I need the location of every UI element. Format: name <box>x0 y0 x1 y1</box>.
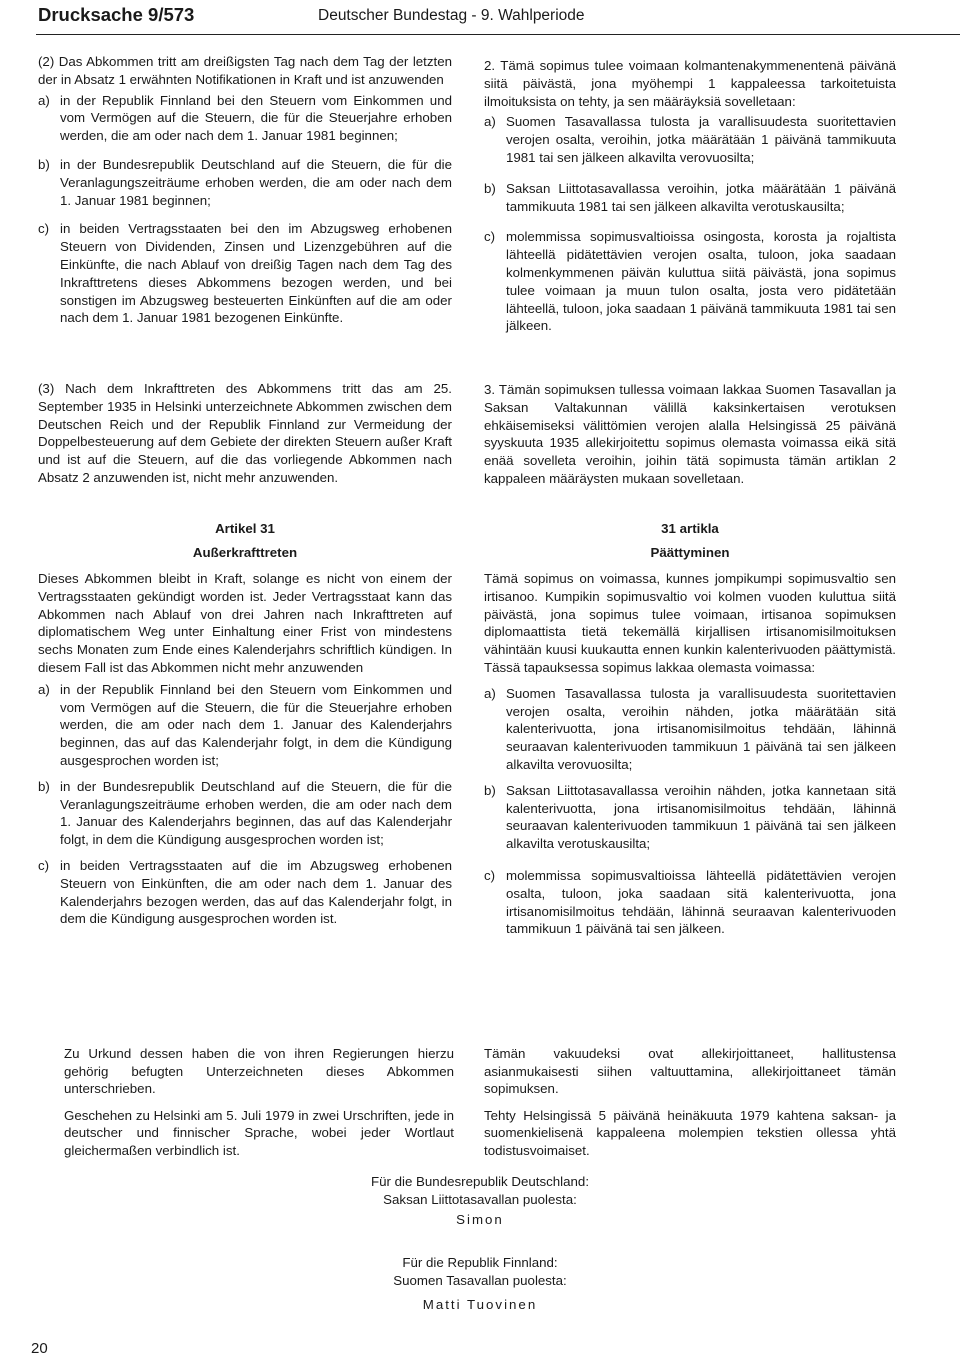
german-art31-item-a: a) in der Republik Finnland bei den Steuern vom Einkommen und vom Vermögen auf die Steuern, die für die Steuerjahre erhoben werden, die am oder nach dem 1. Januar des Kalenderjahrs beginnen, das auf das Kalenderjahr folgt, in dem die Kündigung ausgesprochen worden ist; <box>38 681 452 768</box>
german-art31-intro: Dieses Abkommen bleibt in Kraft, solange es nicht von einem der Vertragsstaaten gekündigt worden ist. Jeder Vertragsstaat kann das Abkommen nach Ablauf von drei Jahren nach Inkrafttreten auf diplomatischem Weg unter Einhaltung einer Frist von mindestens sechs Monaten zum Ende eines Kalenderjahrs schriftlich kündigen. In diesem Fall ist das Abkommen nicht mehr anzuwenden <box>38 571 452 675</box>
finnish-paragraph-3 <box>484 381 896 488</box>
signature-block-germany <box>0 1173 960 1228</box>
finnish-art31-item-c: c) molemmissa sopimusvaltioissa lähteellä pidätettävien verojen osalta, tuloon, joka saadaan sitä kalenterivuotta, jona irtisanomisilmoitus tehdään, lähinnä seuraavan kalenterivuoden tammikuun 1 päivänä tai sen jälkeen. <box>484 867 896 937</box>
finnish-closing-1: Tämän vakuudeksi ovat allekirjoittaneet, hallitustensa asianmukaisesti siihen valtuuttamina, allekirjoittaneet tämän sopimuksen. <box>484 1046 896 1096</box>
finnish-p2-item-c: c) molemmissa sopimusvaltioissa osingosta, korosta ja rojaltista lähteellä pidätettävien verojen osalta, tuloon, joka saadaan kolmenkymmenen päivän kuluttua siitä päivästä, jona sopimus tulee voimaan ja muun tulon osalta, josta vero pidätetään lähteellä, tuloon, joka saadaan 1 päivänä tammikuuta 1981 tai sen jälkeen. <box>484 229 896 334</box>
signature-label-de: Für die Bundesrepublik Deutschland: <box>370 1174 590 1189</box>
finnish-art31-intro: Tämä sopimus on voimassa, kunnes jompikumpi sopimusvaltio sen irtisanoo. Kumpikin sopimusvaltio voi kolmen vuoden kuluttua siitä päivästä, jona sopimus tulee voimaan, irtisanoa sopimuksen diplomaattista tietä tekemällä kirjallisen irtisanomisilmoituksen vähintään kuusi kuukautta ennen kunkin kalenterivuoden päättymistä. Tässä tapauksessa sopimus lakkaa olemasta voimassa: <box>484 571 896 675</box>
german-closing-1: Zu Urkund dessen haben die von ihren Regierungen hierzu gehörig befugten Unterzeichneten dieses Abkommen unterschrieben. <box>64 1046 454 1096</box>
signatory-name: Matti Tuovinen <box>422 1296 538 1312</box>
finnish-p3: 3. Tämän sopimuksen tullessa voimaan lakkaa Suomen Tasavallan ja Saksan Valtakunnan välillä kaksinkertaisen verotuksen ehkäisemiseksi välittömien verojen alalla Helsingissä 25 päivänä syyskuuta 1935 allekirjoitettu sopimus olemasta voimassa eikä sitä enää sovelleta veroihin, joihin tätä sopimusta tämän artiklan 2 kappaleen määräysten mukaan sovelletaan. <box>484 382 896 486</box>
signature-label-fi: Suomen Tasavallan puolesta: <box>393 1272 567 1288</box>
finnish-p2-intro: 2. Tämä sopimus tulee voimaan kolmantenakymmenentenä päivänä siitä päivästä, jona myöhempi 1 kappaleessa tarkoitetuista ilmoituksista on tehty, ja sen määräyksiä sovelletaan: <box>484 58 896 109</box>
german-paragraph-3 <box>38 380 452 487</box>
german-p2-item-c: c) in beiden Vertragsstaaten bei den im Abzugsweg erhobenen Steuern von Dividenden, Zinsen und Lizenzgebühren auf die Einkünfte, die nach Ablauf von dreißig Tagen nach dem Tag des Inkrafttretens dieses Abkommens bezogen werden, und bei sonstigen im Abzugsweg besteuerten Einkünften auf die am oder nach dem 1. Januar 1981 bezogenen Einkünfte. <box>38 221 452 326</box>
german-paragraph-2 <box>38 53 452 327</box>
finnish-art31-item-b: b) Saksan Liittotasavallassa veroihin nähden, jotka kannetaan sitä kalenterivuotta, jona irtisanomisilmoitus tehdään, lähinnä seuraavan kalenterivuoden tammikuun 1 päivänä tai sen jälkeen alkavilta verotuskausilta; <box>484 782 896 852</box>
german-article-31 <box>38 520 452 928</box>
german-article-heading: Artikel 31 <box>215 521 275 536</box>
german-p2-intro: (2) Das Abkommen tritt am dreißigsten Tag nach dem Tag der letzten der in Absatz 1 erwähnten Notifikationen in Kraft und ist anzuwenden <box>38 54 452 87</box>
finnish-article-31 <box>484 520 896 938</box>
finnish-article-heading: 31 artikla <box>661 521 719 536</box>
finnish-closing-2: Tehty Helsingissä 5 päivänä heinäkuuta 1979 kahtena saksan- ja suomenkielisenä kappaleena molempien tekstien ollessa yhtä todistusvoimaiset. <box>484 1107 896 1158</box>
signature-block-finland <box>0 1254 960 1313</box>
german-p2-item-a: a) in der Republik Finnland bei den Steuern vom Einkommen und vom Vermögen auf die Steuern, die für die Steuerjahre erhoben werden, die am oder nach dem 1. Januar 1981 beginnen; <box>38 92 452 144</box>
german-closing-2: Geschehen zu Helsinki am 5. Juli 1979 in zwei Urschriften, jede in deutscher und finnischer Sprache, wobei jeder Wortlaut gleichermaßen verbindlich ist. <box>64 1107 454 1158</box>
publication-title: Deutscher Bundestag - 9. Wahlperiode <box>318 7 585 24</box>
document-number: Drucksache 9/573 <box>38 4 195 25</box>
finnish-p2-item-a: a) Suomen Tasavallassa tulosta ja varallisuudesta suoritettavien verojen osalta, veroihin, jotka määrätään 1 päivänä tammikuuta 1981 tai sen jälkeen alkavilta verovuosilta; <box>484 114 896 165</box>
finnish-p2-item-b: b) Saksan Liittotasavallassa veroihin, jotka määrätään 1 päivänä tammikuuta 1981 tai sen jälkeen alkavilta verotuskausilta; <box>484 180 896 214</box>
page-number: 20 <box>31 1340 48 1357</box>
header-rule <box>36 34 960 35</box>
signatory-name: Simon <box>456 1211 504 1227</box>
signature-label-de: Für die Republik Finnland: <box>402 1255 558 1270</box>
german-art31-item-c: c) in beiden Vertragsstaaten auf die im Abzugsweg erhobenen Steuern von Einkünften, die am oder nach dem 1. Januar des Kalenderjahrs bezogen werden, das auf das Kalenderjahr folgt, in dem die Kündigung ausgesprochen worden ist. <box>38 857 452 927</box>
signature-label-fi: Saksan Liittotasavallan puolesta: <box>383 1191 577 1207</box>
finnish-article-title: Päättyminen <box>650 545 730 560</box>
german-art31-item-b: b) in der Bundesrepublik Deutschland auf die Steuern, die für die Veranlagungszeiträume erhoben werden, die am oder nach dem 1. Januar des Kalenderjahrs beginnen, das auf das Kalenderjahr folgt, in dem die Kündigung ausgesprochen worden ist; <box>38 778 452 848</box>
german-p2-item-b: b) in der Bundesrepublik Deutschland auf die Steuern, die für die Veranlagungszeiträume erhoben werden, die am oder nach dem 1. Januar 1981 beginnen; <box>38 156 452 208</box>
finnish-closing <box>484 1045 896 1159</box>
german-p3: (3) Nach dem Inkrafttreten des Abkommens tritt das am 25. September 1935 in Helsinki unterzeichnete Abkommen zwischen dem Deutschen Reich und der Republik Finnland zur Vermeidung der Doppelbesteuerung auf dem Gebiete der direkten Steuern außer Kraft und ist auf die Steuern, auf die das vorliegende Abkommen nach Absatz 2 anzuwenden ist, nicht mehr anzuwenden. <box>38 381 452 485</box>
german-article-title: Außerkrafttreten <box>192 545 298 560</box>
german-closing <box>64 1045 454 1159</box>
finnish-art31-item-a: a) Suomen Tasavallassa tulosta ja varallisuudesta suoritettavien verojen osalta, veroihin nähden, jotka määrätään sitä kalenterivuotta, jona irtisanomisilmoitus tehdään, lähinnä seuraavan kalenterivuoden tammikuun 1 päivänä tai sen jälkeen alkavilta verovuosilta; <box>484 685 896 772</box>
finnish-paragraph-2 <box>484 57 896 335</box>
